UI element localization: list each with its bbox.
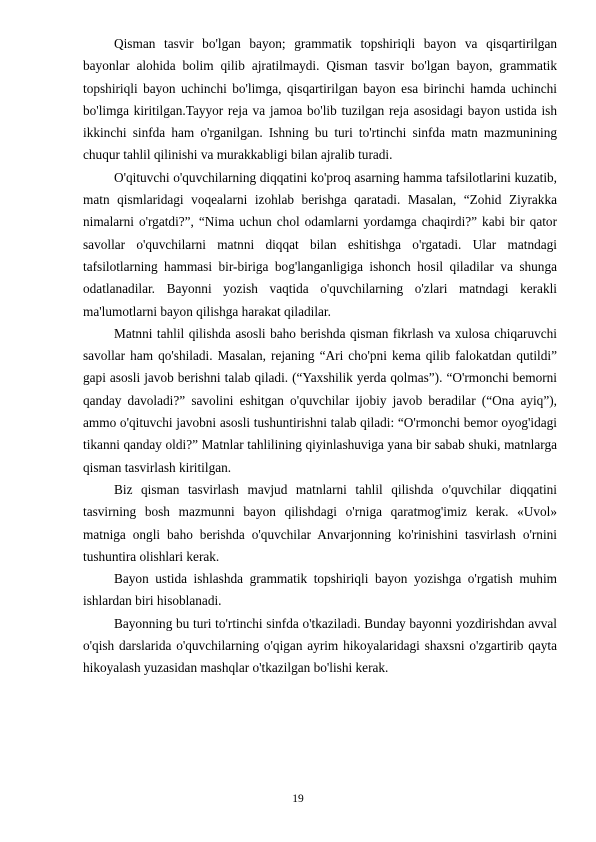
- page-number: 19: [292, 793, 304, 805]
- paragraph-6: Bayonning bu turi to'rtinchi sinfda o'tkaziladi. Bunday bayonni yozdirishdan avval o'qish darslarida o'quvchilarning o'qigan ayrim hikoyalaridagi shaxsni o'zgartirib qayta hikoyalash yuzasidan mashqlar o'tkazilgan bo'lishi kerak.: [83, 615, 557, 676]
- paragraph-2: O'qituvchi o'quvchilarning diqqatini ko'proq asarning hamma tafsilotlarini kuzatib, matn qismlaridagi voqealarni izohlab berishga qaratadi. Masalan, “Zohid Ziyrakka nimalarni o'rgatdi?”, “Nima uchun chol odamlarni yordamga chaqirdi?” kabi bir qator savollar o'quvchilarni matnni diqqat bilan eshitishga o'rgatadi. Ular matndagi tafsilotlarning hammasi bir-biriga bog'langanligiga ishonch hosil qiladilar va shunga odatlanadilar. Bayonni yozish vaqtida o'quvchilarning o'zlari matndagi kerakli ma'lumotlarni bayon qilishga harakat qiladilar.: [83, 169, 557, 319]
- paragraph-4: Biz qisman tasvirlash mavjud matnlarni tahlil qilishda o'quvchilar diqqatini tasvirning bosh mazmunni bayon qilishdagi o'rniga qaratmog'imiz kerak. «Uvol» matniga ongli baho berishda o'quvchilar Anvarjonning ko'rinishini tasvirlash o'rnini tushuntira olishlari kerak.: [83, 481, 557, 564]
- paragraph-5: Bayon ustida ishlashda grammatik topshiriqli bayon yozishga o'rgatish muhim ishlardan biri hisoblanadi.: [83, 571, 557, 609]
- paragraph-1: Qisman tasvir bo'lgan bayon; grammatik topshiriqli bayon va qisqartirilgan bayonlar alohida bolim qilib ajratilmaydi. Qisman tasvir bo'lgan bayon, grammatik topshiriqli bayon uchinchi bo'limga, qisqartirilgan bayon esa birinchi hamda uchinchi bo'limga kiritilgan.Tayyor reja va jamoa bo'lib tuzilgan reja asosidagi bayon ustida ish ikkinchi sinfda ham o'rganilgan. Ishning bu turi to'rtinchi sinfda matn mazmunining chuqur tahlil qilinishi va murakkabligi bilan ajralib turadi.: [83, 36, 557, 163]
- paragraph-3: Matnni tahlil qilishda asosli baho berishda qisman fikrlash va xulosa chiqaruvchi savollar ham qo'shiladi. Masalan, rejaning “Ari cho'pni kema qilib falokatdan qutildi” gapi asosli javob berishni talab qiladi. (“Yaxshilik yerda qolmas”). “O'rmonchi bemorni qanday davoladi?” savolini eshitgan o'quvchilar ijobiy javob beradilar (“Ona ayiq”), ammo o'qituvchi javobni asosli tushuntirishni talab qiladi: “O'rmonchi bemor oyog'idagi tikanni qanday oldi?” Matnlar tahlilining qiyinlashuviga yana bir sabab shuki, matnlarga qisman tasvirlash kiritilgan.: [83, 325, 557, 475]
- document-page: [83, 33, 557, 680]
